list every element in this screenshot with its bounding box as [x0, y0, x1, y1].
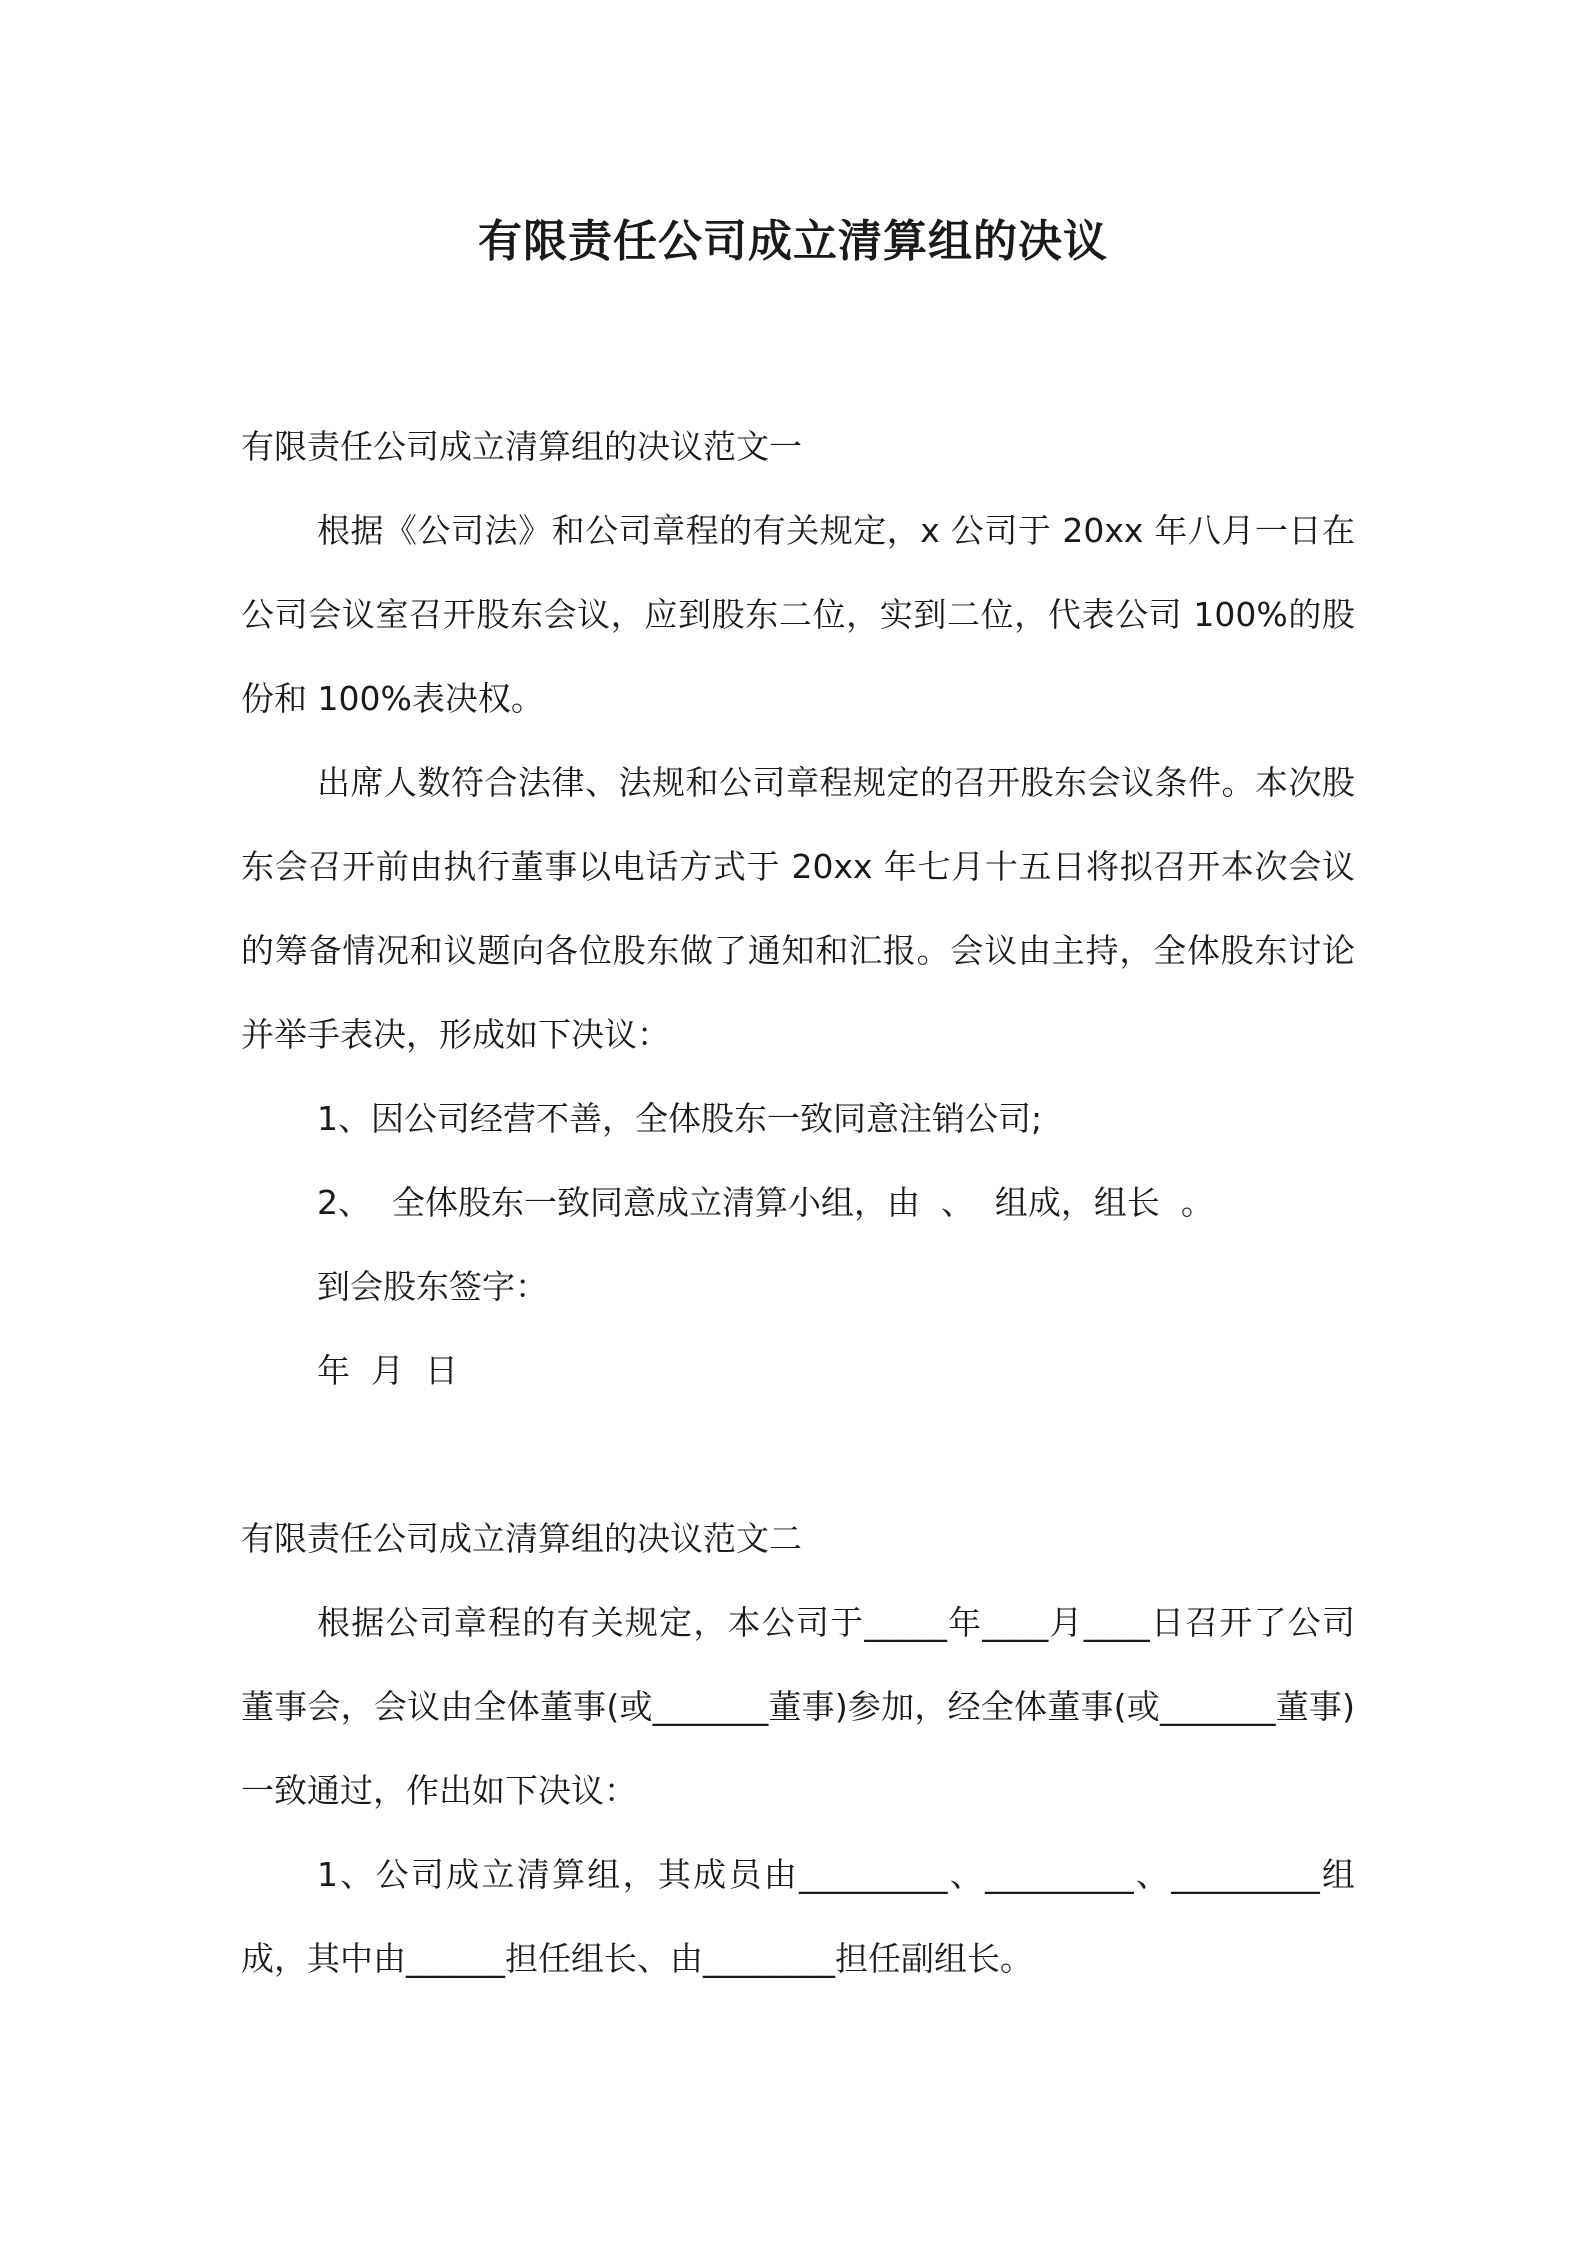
section-heading-2: 有限责任公司成立清算组的决议范文二 — [241, 1519, 802, 1558]
section1-paragraph-2: 出席人数符合法律、法规和公司章程规定的召开股东会议条件。本次股东会召开前由执行董事以电话方式于 20xx 年七月十五日将拟召开本次会议的筹备情况和议题向各位股东做了通知和汇报。会议由主持，全体股东讨论并举手表决，形成如下决议： — [241, 763, 1355, 1054]
section1-resolution-item-1: 1、因公司经营不善，全体股东一致同意注销公司; — [317, 1099, 1043, 1138]
section1-paragraph-1: 根据《公司法》和公司章程的有关规定，x 公司于 20xx 年八月一日在公司会议室召开股东会议，应到股东二位，实到二位，代表公司 100%的股份和 100%表决权。 — [241, 511, 1355, 718]
section1-resolution-item-2: 2、 全体股东一致同意成立清算小组，由 、 组成，组长 。 — [317, 1183, 1214, 1222]
document-body — [241, 405, 1355, 2001]
document-title: 有限责任公司成立清算组的决议 — [478, 216, 1108, 267]
section2-resolution-item-1: 1、公司成立清算组，其成员由_________、_________、_________组成，其中由______担任组长、由________担任副组长。 — [241, 1855, 1355, 1978]
section1-date-line: 年 月 日 — [317, 1351, 458, 1390]
section-spacer — [241, 1413, 1355, 1497]
section2-paragraph-1: 根据公司章程的有关规定，本公司于_____年____月____日召开了公司董事会，会议由全体董事(或_______董事)参加，经全体董事(或_______董事)一致通过，作出如下决议： — [241, 1603, 1355, 1810]
section-heading-1: 有限责任公司成立清算组的决议范文一 — [241, 427, 802, 466]
section1-signature-line: 到会股东签字： — [317, 1267, 548, 1306]
